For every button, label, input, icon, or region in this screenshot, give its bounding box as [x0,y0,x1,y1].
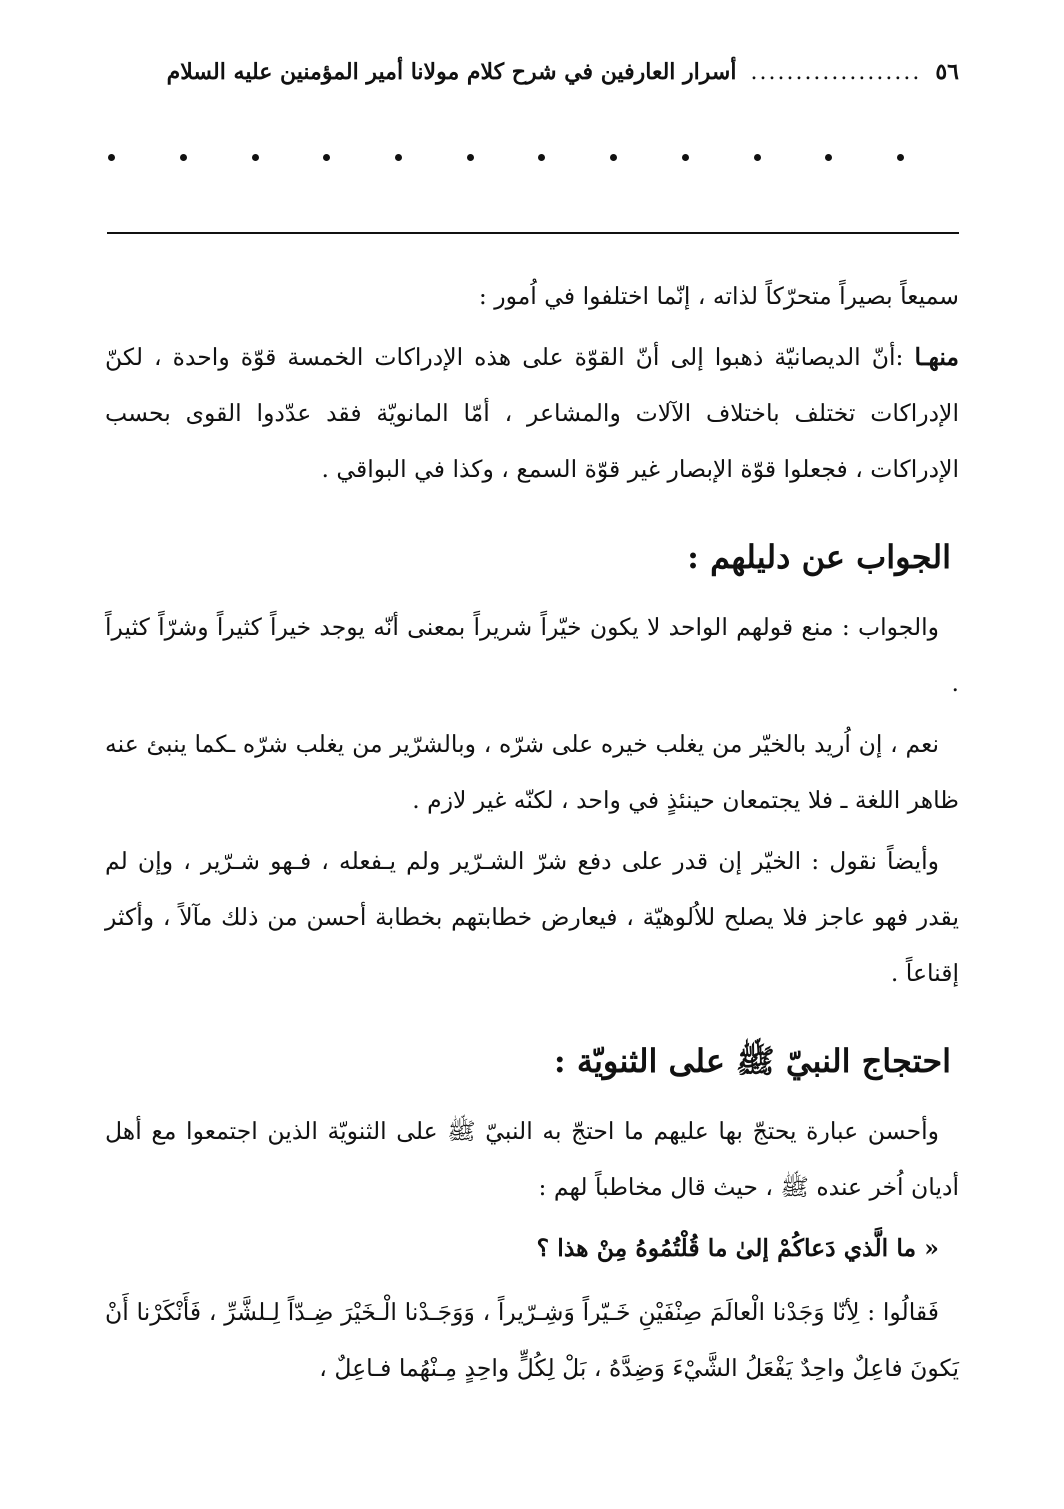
ornament-dot [682,154,689,161]
section-heading: احتجاج النبيّ ﷺ على الثنويّة : [553,1042,951,1080]
ornament-dot [538,154,545,161]
hadith-text: فَقالُوا : لِأنّا وَجَدْنا الْعالَمَ صِنْفَيْنِ خَـيّراً وَشِـرّيراً ، وَوَجَـدْنا الْـخَيْرَ ضِـدّاً لِـلشَّرِّ ، فَأَنْكَرْنا أَنْ يَكونَ فاعِلٌ واحِدٌ يَفْعَلُ الشَّيْءَ وَضِدَّهُ ، بَلْ لِكُلٍّ واحِدٍ مِـنْهُما فـاعِلٌ ، [105,1298,959,1382]
ornament-dot [323,154,330,161]
paragraph: نعم ، إن اُريد بالخيّر من يغلب خيره على شرّه ، وبالشرّير من يغلب شرّه ـكما ينبئ عنه ظاهر اللغة ـ فلا يجتمعان حينئذٍ في واحد ، لكنّه غير لازم . [105,730,959,814]
ornament-dot-row [108,142,904,172]
ornament-dot [610,154,617,161]
paragraph [105,329,959,497]
ornament-dot [252,154,259,161]
paragraph-lead-word: منهـا [914,343,959,371]
hadith-quote-opening: « ما الَّذي دَعاكُمْ إلىٰ ما قُلْتُمُوهُ مِنْ هذا ؟ [536,1234,939,1262]
paragraph: وأحسن عبارة يحتجّ بها عليهم ما احتجّ به النبيّ ﷺ على الثنويّة الذين اجتمعوا مع أهل أديان اُخر عنده ﷺ ، حيث قال مخاطباً لهم : [105,1117,959,1201]
paragraph: سميعاً بصيراً متحرّكاً لذاته ، إنّما اختلفوا في اُمور : [478,282,959,310]
header-leader-dots: ................... [750,59,922,85]
running-header [105,52,959,92]
ornament-dot [180,154,187,161]
main-text [105,268,959,1396]
section-heading: الجواب عن دليلهم : [687,538,951,576]
ornament-dot [108,154,115,161]
ornament-dot [897,154,904,161]
paragraph-text: :أنّ الديصانيّة ذهبوا إلى أنّ القوّة على هذه الإدراكات الخمسة قوّة واحدة ، لكنّ الإدراكات تختلف باختلاف الآلات والمشاعر ، أمّا المانويّة فقد عدّدوا القوى بحسب الإدراكات ، فجعلوا قوّة الإبصار غير قوّة السمع ، وكذا في البواقي . [105,343,959,483]
ornament-dot [395,154,402,161]
page-number: ٥٦ [935,59,959,85]
ornament-dot [825,154,832,161]
header-divider [107,232,959,234]
paragraph: وأيضاً نقول : الخيّر إن قدر على دفع شرّ الشـرّير ولم يـفعله ، فـهو شـرّير ، وإن لم يقدر فهو عاجز فلا يصلح للاُلوهيّة ، فيعارض خطابتهم بخطابة أحسن من ذلك مآلاً ، وأكثر إقناعاً . [105,847,959,987]
paragraph: والجواب : منع قولهم الواحد لا يكون خيّراً شريراً بمعنى أنّه يوجد خيراً كثيراً وشرّاً كثيراً . [105,613,959,697]
ornament-dot [754,154,761,161]
ornament-dot [467,154,474,161]
book-title: أسرار العارفين في شرح كلام مولانا أمير المؤمنين عليه السلام [166,59,737,85]
